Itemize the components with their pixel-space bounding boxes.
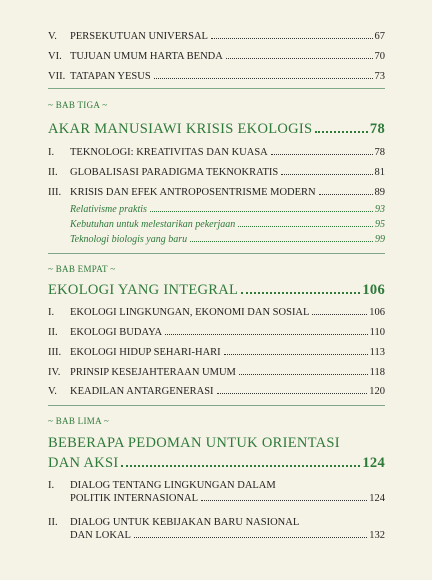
entry-number: VII.	[48, 71, 66, 82]
chapter-title: EKOLOGI YANG INTEGRAL	[48, 282, 239, 298]
toc-entry[interactable]	[48, 326, 385, 339]
chapter-heading[interactable]	[48, 281, 385, 299]
entry-title: EKOLOGI HIDUP SEHARI-HARI	[70, 347, 221, 358]
chapter-title-continued: DAN AKSI	[48, 455, 119, 471]
entry-title: PRINSIP KESEJAHTERAAN UMUM	[70, 367, 236, 378]
dot-leader	[315, 131, 367, 133]
entry-page: 106	[369, 307, 385, 318]
dot-leader	[239, 374, 368, 375]
chapter-page: 106	[362, 282, 385, 298]
chapter-title: BEBERAPA PEDOMAN UNTUK ORIENTASI	[48, 435, 340, 451]
dot-leader	[165, 334, 368, 335]
entry-page: 113	[369, 347, 385, 358]
dot-leader	[121, 465, 360, 467]
entry-number: I.	[48, 147, 55, 158]
entry-title: DIALOG TENTANG LINGKUNGAN DALAM	[70, 480, 276, 491]
entry-number: I.	[48, 307, 55, 318]
entry-title: GLOBALISASI PARADIGMA TEKNOKRATIS	[70, 167, 279, 178]
section-divider	[48, 88, 385, 89]
section-divider	[48, 405, 385, 406]
entry-number: VI.	[48, 51, 62, 62]
entry-title: PERSEKUTUAN UNIVERSAL	[70, 31, 208, 42]
entry-title: KRISIS DAN EFEK ANTROPOSENTRISME MODERN	[70, 187, 316, 198]
entry-page: 78	[374, 147, 385, 158]
entry-page: 132	[369, 530, 385, 541]
dot-leader	[319, 194, 373, 195]
toc-subentry[interactable]	[70, 233, 385, 246]
subentry-title: Kebutuhan untuk melestarikan pekerjaan	[70, 219, 236, 230]
toc-entry[interactable]	[48, 70, 385, 83]
toc-entry[interactable]	[48, 479, 385, 505]
subentry-page: 95	[375, 219, 385, 230]
dot-leader	[241, 292, 360, 294]
entry-page: 67	[374, 31, 385, 42]
entry-page: 89	[374, 187, 385, 198]
toc-entry[interactable]	[48, 166, 385, 179]
entry-number: II.	[48, 517, 58, 528]
toc-entry[interactable]	[48, 346, 385, 359]
toc-entry[interactable]	[48, 50, 385, 63]
toc-entry[interactable]	[48, 385, 385, 398]
dot-leader	[271, 154, 373, 155]
dot-leader	[224, 354, 368, 355]
entry-page: 118	[369, 367, 385, 378]
entry-page: 81	[374, 167, 385, 178]
toc-subentry[interactable]	[70, 203, 385, 216]
entry-page: 124	[369, 493, 385, 504]
toc-entry[interactable]	[48, 306, 385, 319]
dot-leader	[217, 393, 368, 394]
toc-entry[interactable]	[48, 516, 385, 542]
dot-leader	[150, 211, 373, 212]
dot-leader	[134, 537, 367, 538]
subentry-page: 93	[375, 204, 385, 215]
entry-title: TATAPAN YESUS	[70, 71, 151, 82]
entry-number: II.	[48, 327, 58, 338]
toc-entry[interactable]	[48, 30, 385, 43]
entry-title-continued: POLITIK INTERNASIONAL	[70, 493, 199, 504]
dot-leader	[312, 314, 367, 315]
entry-number: V.	[48, 386, 57, 397]
chapter-heading-line1[interactable]	[48, 434, 385, 452]
entry-page: 120	[369, 386, 385, 397]
entry-number: III.	[48, 347, 62, 358]
dot-leader	[281, 174, 372, 175]
dot-leader	[154, 78, 373, 79]
chapter-label: ~ BAB LIMA ~	[48, 416, 110, 426]
entry-page: 70	[374, 51, 385, 62]
chapter-heading-line2[interactable]	[48, 454, 385, 472]
dot-leader	[211, 38, 373, 39]
section-divider	[48, 253, 385, 254]
toc-entry[interactable]	[48, 366, 385, 379]
entry-number: III.	[48, 187, 62, 198]
chapter-title: AKAR MANUSIAWI KRISIS EKOLOGIS	[48, 121, 313, 137]
entry-title: EKOLOGI LINGKUNGAN, EKONOMI DAN SOSIAL	[70, 307, 310, 318]
subentry-title: Relativisme praktis	[70, 204, 147, 215]
entry-title: TEKNOLOGI: KREATIVITAS DAN KUASA	[70, 147, 268, 158]
entry-page: 110	[369, 327, 385, 338]
chapter-label: ~ BAB EMPAT ~	[48, 264, 116, 274]
entry-page: 73	[374, 71, 385, 82]
toc-subentry[interactable]	[70, 218, 385, 231]
subentry-title: Teknologi biologis yang baru	[70, 234, 188, 245]
chapter-page: 78	[369, 121, 385, 137]
toc-entry[interactable]	[48, 186, 385, 199]
dot-leader	[201, 500, 367, 501]
entry-title: TUJUAN UMUM HARTA BENDA	[70, 51, 223, 62]
entry-number: I.	[48, 480, 55, 491]
dot-leader	[190, 241, 373, 242]
entry-title-continued: DAN LOKAL	[70, 530, 131, 541]
chapter-label: ~ BAB TIGA ~	[48, 100, 108, 110]
entry-title: KEADILAN ANTARGENERASI	[70, 386, 214, 397]
entry-number: IV.	[48, 367, 61, 378]
subentry-page: 99	[375, 234, 385, 245]
chapter-page: 124	[362, 455, 385, 471]
toc-entry[interactable]	[48, 146, 385, 159]
entry-number: II.	[48, 167, 58, 178]
dot-leader	[226, 58, 373, 59]
dot-leader	[238, 226, 373, 227]
entry-number: V.	[48, 31, 57, 42]
entry-title: DIALOG UNTUK KEBIJAKAN BARU NASIONAL	[70, 517, 300, 528]
entry-title: EKOLOGI BUDAYA	[70, 327, 163, 338]
chapter-heading[interactable]	[48, 120, 385, 138]
